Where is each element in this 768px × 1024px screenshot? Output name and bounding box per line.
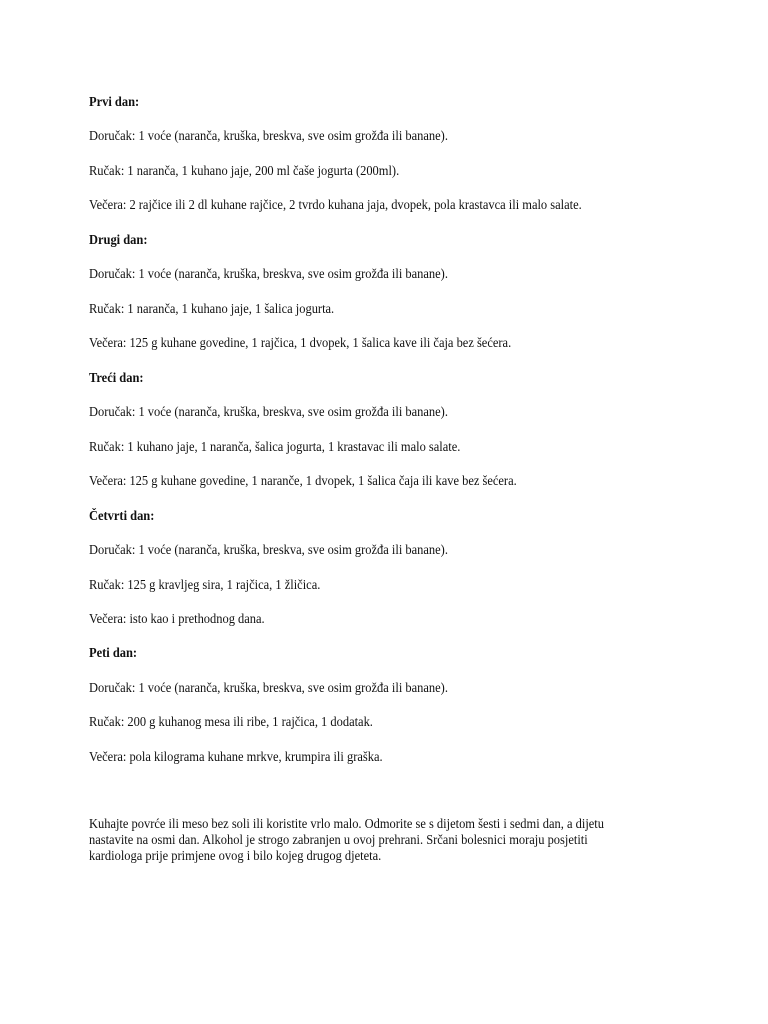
day-2-title: Drugi dan: [89,232,148,247]
day-4-lunch: Ručak: 125 g kravljeg sira, 1 rajčica, 1 žličica. [89,577,321,592]
day-1-lunch: Ručak: 1 naranča, 1 kuhano jaje, 200 ml čaše jogurta (200ml). [89,163,400,178]
day-5-dinner: Večera: pola kilograma kuhane mrkve, krumpira ili graška. [89,749,383,764]
day-1-dinner: Večera: 2 rajčice ili 2 dl kuhane rajčice, 2 tvrdo kuhana jaja, dvopek, pola krastavca ili malo salate. [89,197,582,212]
footer-line-1: Kuhajte povrće ili meso bez soli ili koristite vrlo malo. Odmorite se s dijetom šesti i sedmi dan, a dijetu [89,816,604,831]
day-5-lunch: Ručak: 200 g kuhanog mesa ili ribe, 1 rajčica, 1 dodatak. [89,714,373,729]
footer-note [89,816,709,864]
day-3-title: Treći dan: [89,370,144,385]
day-4-title: Četvrti dan: [89,508,155,523]
day-3-lunch: Ručak: 1 kuhano jaje, 1 naranča, šalica jogurta, 1 krastavac ili malo salate. [89,439,461,454]
day-1-title: Prvi dan: [89,94,140,109]
day-3-breakfast: Doručak: 1 voće (naranča, kruška, breskva, sve osim grožđa ili banane). [89,404,448,419]
day-3-dinner: Večera: 125 g kuhane govedine, 1 naranče, 1 dvopek, 1 šalica čaja ili kave bez šećera. [89,473,517,488]
day-2-breakfast: Doručak: 1 voće (naranča, kruška, breskva, sve osim grožđa ili banane). [89,266,448,281]
day-2-lunch: Ručak: 1 naranča, 1 kuhano jaje, 1 šalica jogurta. [89,301,335,316]
footer-line-3: kardiologa prije primjene ovog i bilo kojeg drugog djeteta. [89,848,382,863]
day-2-dinner: Večera: 125 g kuhane govedine, 1 rajčica, 1 dvopek, 1 šalica kave ili čaja bez šećera. [89,335,512,350]
day-4-dinner: Večera: isto kao i prethodnog dana. [89,611,265,626]
day-4-breakfast: Doručak: 1 voće (naranča, kruška, breskva, sve osim grožđa ili banane). [89,542,448,557]
day-5-breakfast: Doručak: 1 voće (naranča, kruška, breskva, sve osim grožđa ili banane). [89,680,448,695]
footer-line-2: nastavite na osmi dan. Alkohol je strogo zabranjen u ovoj prehrani. Srčani bolesnici moraju posjetiti [89,832,588,847]
day-5-title: Peti dan: [89,645,138,660]
day-1-breakfast: Doručak: 1 voće (naranča, kruška, breskva, sve osim grožđa ili banane). [89,128,448,143]
